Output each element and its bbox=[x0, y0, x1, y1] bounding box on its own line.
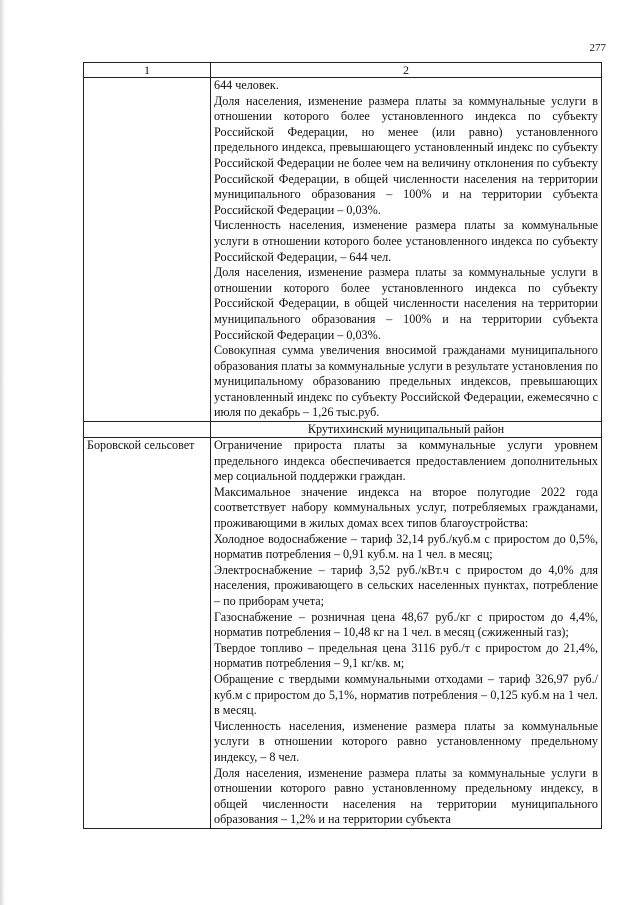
paragraph: Численность населения, изменение размера платы за коммунальные услуги в отношении которого равно установленному предельному индексу, – 8 чел. bbox=[214, 718, 598, 764]
column-header-2: 2 bbox=[211, 63, 602, 78]
paragraph: Доля населения, изменение размера платы за коммунальные услуги в отношении которого равно установленному предельному индексу, в общей численности населения на территории муниципального образования – 1,2% и на территории субъекта bbox=[214, 765, 598, 827]
region-heading-row bbox=[84, 422, 602, 438]
table-row bbox=[84, 78, 602, 422]
municipality-cell: Боровской сельсовет bbox=[84, 438, 211, 829]
paragraph: Холодное водоснабжение – тариф 32,14 руб./куб.м с приростом до 0,5%, норматив потребления – 0,91 куб.м. на 1 чел. в месяц; bbox=[214, 531, 598, 562]
page-number: 277 bbox=[589, 42, 606, 54]
paragraph: Доля населения, изменение размера платы за коммунальные услуги в отношении которого более установленного индекса по субъекту Российской Федерации, но менее (или равно) установленного предельного индекса, превышающего установленный индекс по субъекту Российской Федерации не более чем на величину отклонения по субъекту Российской Федерации, в общей численности населения на территории муниципального образования – 100% и на территории субъекта Российской Федерации – 0,03%. bbox=[214, 93, 598, 217]
region-heading-empty-cell bbox=[84, 422, 211, 438]
region-heading: Крутихинский муниципальный район bbox=[211, 422, 602, 438]
paragraph: Обращение с твердыми коммунальными отходами – тариф 326,97 руб./куб.м с приростом до 5,1%, норматив потребления – 0,125 куб.м на 1 чел. в месяц. bbox=[214, 671, 598, 718]
document-table bbox=[83, 62, 602, 829]
paragraph: Ограничение прироста платы за коммунальные услуги уровнем предельного индекса обеспечивается предоставлением дополнительных мер социальной поддержки граждан. bbox=[214, 438, 598, 484]
table-row bbox=[84, 438, 602, 829]
paragraph: Совокупная сумма увеличения вносимой гражданами муниципального образования платы за коммунальные услуги в результате установления по муниципальному образованию предельных индексов, превышающих установленный индекс по субъекту Российской Федерации, ежемесячно с июля по декабрь – 1,26 тыс.руб. bbox=[214, 343, 598, 420]
municipality-cell bbox=[84, 78, 211, 422]
paragraph: Доля населения, изменение размера платы за коммунальные услуги в отношении которого более установленного индекса по субъекту Российской Федерации, в общей численности населения на территории муниципального образования – 100% и на территории субъекта Российской Федерации – 0,03%. bbox=[214, 265, 598, 342]
paragraph: Твердое топливо – предельная цена 3116 руб./т с приростом до 21,4%, норматив потребления – 9,1 кг/кв. м; bbox=[214, 640, 598, 671]
paragraph: 644 человек. bbox=[214, 78, 279, 92]
table-header-row bbox=[84, 63, 602, 78]
column-header-1: 1 bbox=[84, 63, 211, 78]
paragraph: Электроснабжение – тариф 3,52 руб./кВт.ч с приростом до 4,0% для населения, проживающего в сельских населенных пунктах, потребление – по приборам учета; bbox=[214, 562, 598, 608]
paragraph: Численность населения, изменение размера платы за коммунальные услуги в отношении которого более установленного индекса по субъекту Российской Федерации, – 644 чел. bbox=[214, 218, 598, 264]
paragraph: Газоснабжение – розничная цена 48,67 руб./кг с приростом до 4,4%, норматив потребления – 10,48 кг на 1 чел. в месяц (сжиженный газ); bbox=[214, 609, 598, 640]
indicator-cell bbox=[211, 78, 602, 422]
scan-edge bbox=[0, 0, 5, 905]
paragraph: Максимальное значение индекса на второе полугодие 2022 года соответствует набору коммунальных услуг, потребляемых гражданами, проживающими в жилых домах всех типов благоустройства: bbox=[214, 484, 598, 531]
indicator-cell bbox=[211, 438, 602, 829]
